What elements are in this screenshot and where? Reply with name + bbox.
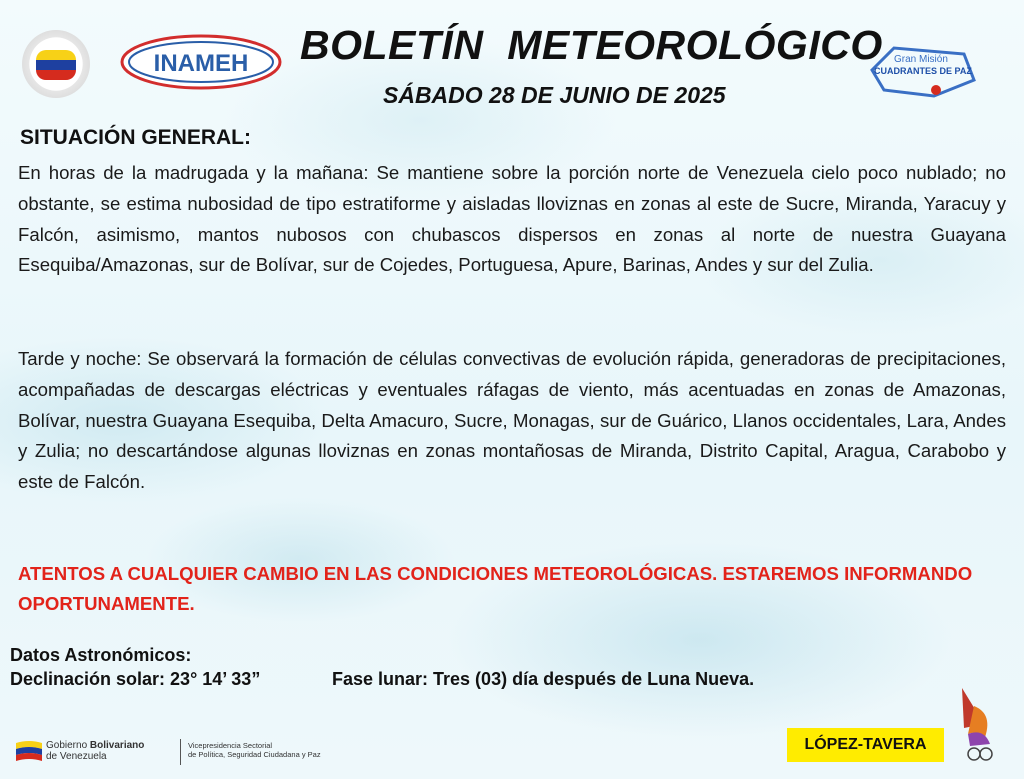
gob-line2: de Venezuela	[46, 751, 107, 762]
inameh-logo	[120, 34, 282, 90]
moon-phase: Fase lunar: Tres (03) día después de Luna Nueva.	[332, 669, 755, 689]
cuadrantes-de-paz-logo	[864, 40, 984, 102]
paragraph-morning: En horas de la madrugada y la mañana: Se mantiene sobre la porción norte de Venezuela cielo poco nublado; no obstante, se estima nubosidad de tipo estratiforme y aisladas lloviznas en zonas al este de Sucre, Miranda, Yaracuy y Falcón, asimismo, mantos nubosos con chubascos dispersos en zonas al norte de nuestra Guayana Esequiba/Amazonas, sur de Bolívar, sur de Cojedes, Portuguesa, Apure, Barinas, Andes y sur del Zulia.	[18, 162, 1006, 276]
gob-line1-b: Bolivariano	[89, 740, 145, 751]
venezuela-flag-icon	[14, 739, 44, 763]
alert-notice: ATENTOS A CUALQUIER CAMBIO EN LAS CONDICIONES METEOROLÓGICAS. ESTAREMOS INFORMANDO OPORTUNAMENTE.	[18, 563, 973, 614]
bicentennial-emblem-icon	[954, 684, 1004, 766]
vicepresidencia-label	[188, 741, 321, 759]
gobierno-bolivariano-label	[46, 740, 144, 762]
section-heading: SITUACIÓN GENERAL:	[20, 126, 251, 149]
inameh-logo-text: INAMEH	[153, 50, 249, 77]
author-tag: LÓPEZ-TAVERA	[787, 728, 944, 762]
mision-logo-line1: Gran Misión	[894, 54, 948, 65]
venezuela-seal-logo	[22, 30, 90, 98]
vice-line2: de Política, Seguridad Ciudadana y Paz	[188, 750, 321, 759]
bulletin-title: BOLETÍN METEOROLÓGICO	[300, 22, 883, 68]
vice-line1: Vicepresidencia Sectorial	[188, 741, 273, 750]
footer-divider	[180, 739, 181, 765]
bulletin-date: SÁBADO 28 DE JUNIO DE 2025	[383, 82, 726, 108]
astronomy-title: Datos Astronómicos:	[10, 645, 192, 665]
paragraph-afternoon: Tarde y noche: Se observará la formación de células convectivas de evolución rápida, generadoras de precipitaciones, acompañadas de descargas eléctricas y eventuales ráfagas de viento, más acentuadas en zonas de Amazonas, Bolívar, nuestra Guayana Esequiba, Delta Amacuro, Sucre, Monagas, sur de Guárico, Llanos occidentales, Lara, Andes y Zulia; no descartándose algunas lloviznas en zonas montañosas de Miranda, Distrito Capital, Aragua, Carabobo y este de Falcón.	[18, 348, 1006, 493]
mision-logo-line2: CUADRANTES DE PAZ	[874, 66, 972, 76]
gob-line1-a: Gobierno	[46, 740, 90, 751]
solar-declination: Declinación solar: 23° 14’ 33”	[10, 669, 261, 689]
